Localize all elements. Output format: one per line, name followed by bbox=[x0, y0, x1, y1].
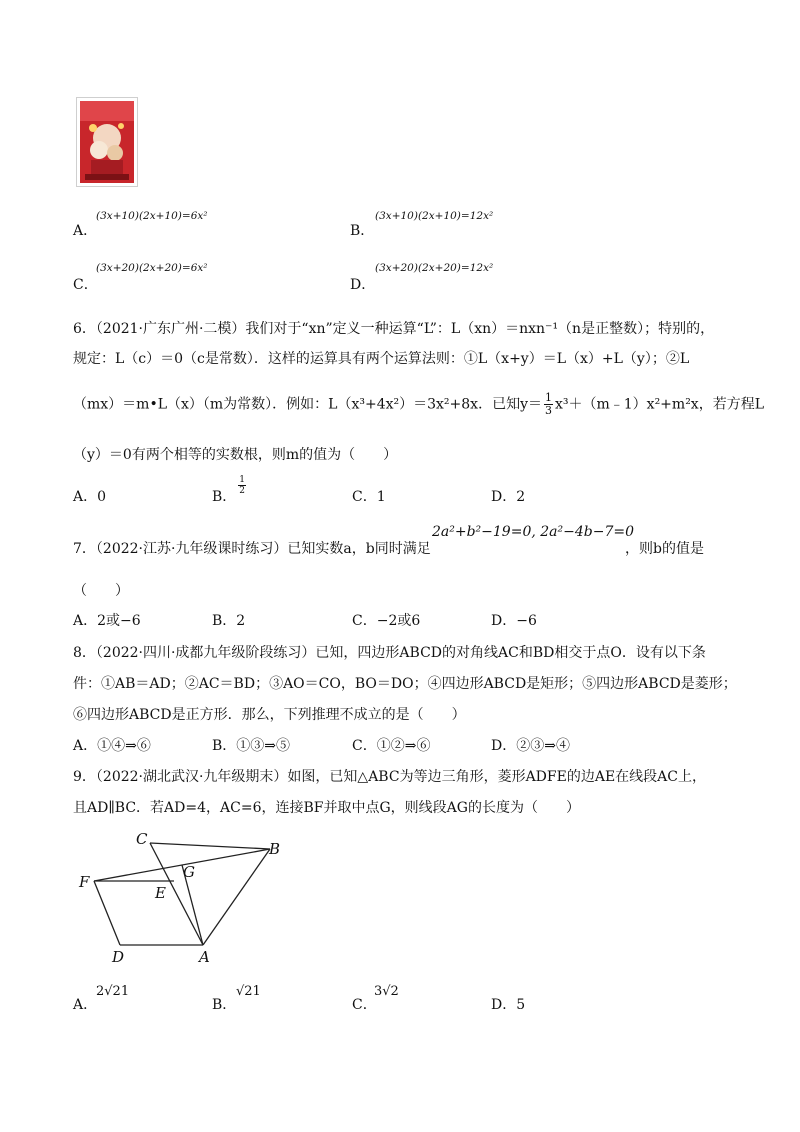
q9-line-1: 9．（2022·湖北武汉·九年级期末）如图，已知△ABC为等边三角形，菱形ADFE的边AE在线段AC上， bbox=[73, 769, 706, 785]
geometry-figure bbox=[70, 825, 300, 965]
q9-option-b[interactable] bbox=[212, 994, 236, 1014]
q6-line-3 bbox=[73, 392, 764, 417]
q8-option-d[interactable]: D．②③⇒④ bbox=[491, 738, 570, 754]
q8-line-1: 8．（2022·四川·成都九年级阶段练习）已知，四边形ABCD的对角线AC和BD相交于点O．设有以下条 bbox=[73, 645, 706, 661]
label-D: D bbox=[112, 948, 125, 965]
q6-fraction-den: 3 bbox=[544, 404, 552, 417]
label-G: G bbox=[183, 863, 195, 881]
label-A: A bbox=[199, 948, 210, 965]
q9-option-c-value: 3√2 bbox=[374, 984, 399, 999]
segment-BA bbox=[203, 849, 270, 945]
segment-CB bbox=[150, 843, 270, 849]
label-C: C bbox=[136, 830, 148, 848]
q6-option-b-letter: B． bbox=[212, 489, 237, 505]
q5-option-a-expr: (3x+10)(2x+10)=6x² bbox=[96, 210, 208, 222]
label-E: E bbox=[155, 884, 166, 902]
q9-option-c[interactable] bbox=[352, 994, 377, 1014]
q8-option-b[interactable]: B．①③⇒⑤ bbox=[212, 738, 291, 754]
q8-option-a[interactable]: A．①④⇒⑥ bbox=[73, 738, 151, 754]
q6-line-3-end: x³＋（m﹣1）x²+m²x，若方程L bbox=[554, 396, 764, 413]
q6-option-d[interactable]: D．2 bbox=[491, 489, 526, 505]
label-B: B bbox=[269, 840, 281, 858]
q5-option-b[interactable]: B． bbox=[350, 223, 375, 239]
q6-line-4: （y）＝0有两个相等的实数根，则m的值为（ ） bbox=[73, 447, 398, 463]
q6-option-a[interactable]: A．0 bbox=[73, 489, 107, 505]
q5-option-d-expr: (3x+20)(2x+20)=12x² bbox=[375, 262, 494, 274]
q6-line-2: 规定：L（c）＝0（c是常数）．这样的运算具有两个运算法则：①L（x+y）＝L（x）+L（y）；②L bbox=[73, 351, 690, 367]
q6-line-3-start: （mx）＝m•L（x）（m为常数）．例如：L（x³+4x²）＝3x²+8x．已知y＝ bbox=[73, 396, 542, 413]
q6-fraction-num: 1 bbox=[544, 391, 552, 404]
q5-option-c[interactable]: C． bbox=[73, 277, 98, 293]
q9-option-b-value: √21 bbox=[236, 984, 261, 999]
q7-option-c[interactable]: C．−2或6 bbox=[352, 613, 421, 629]
q6-option-b-den: 2 bbox=[239, 485, 246, 496]
q6-option-c[interactable]: C．1 bbox=[352, 489, 386, 505]
q7-line-1-text: 7．（2022·江苏·九年级课时练习）已知实数a，b同时满足 bbox=[73, 541, 431, 557]
q9-option-b-letter: B． bbox=[212, 997, 237, 1013]
q5-option-b-expr: (3x+10)(2x+10)=12x² bbox=[375, 210, 494, 222]
poster-image bbox=[77, 98, 137, 186]
q6-option-b-num: 1 bbox=[239, 474, 246, 485]
q6-option-b-fraction bbox=[238, 475, 246, 496]
label-F: F bbox=[79, 873, 90, 891]
poster-thumbnail bbox=[76, 97, 138, 187]
q5-option-c-expr: (3x+20)(2x+20)=6x² bbox=[96, 262, 208, 274]
q7-option-d[interactable]: D．−6 bbox=[491, 613, 537, 629]
q9-option-d[interactable]: D．5 bbox=[491, 997, 526, 1013]
q9-option-a[interactable] bbox=[73, 994, 97, 1014]
q6-option-b[interactable] bbox=[212, 474, 248, 505]
q9-option-c-letter: C． bbox=[352, 997, 377, 1013]
q7-equation: 2a²+b²−19=0, 2a²−4b−7=0 bbox=[432, 524, 634, 540]
q7-line-1 bbox=[73, 538, 431, 558]
q7-option-a[interactable]: A．2或−6 bbox=[73, 613, 141, 629]
q7-option-b[interactable]: B．2 bbox=[212, 613, 246, 629]
q9-option-a-value: 2√21 bbox=[96, 984, 130, 999]
q5-option-d[interactable]: D． bbox=[350, 277, 376, 293]
q8-line-3: ⑥四边形ABCD是正方形．那么，下列推理不成立的是（ ） bbox=[73, 707, 466, 723]
q8-line-2: 件：①AB＝AD；②AC＝BD；③AO＝CO，BO＝DO；④四边形ABCD是矩形；⑤四边形ABCD是菱形； bbox=[73, 676, 737, 692]
q8-option-c[interactable]: C．①②⇒⑥ bbox=[352, 738, 431, 754]
q9-option-a-letter: A． bbox=[73, 997, 98, 1013]
q6-fraction bbox=[544, 392, 553, 417]
q5-option-a[interactable]: A． bbox=[73, 223, 98, 239]
q9-line-2: 且AD∥BC．若AD=4，AC=6，连接BF并取中点G，则线段AG的长度为（ ） bbox=[73, 800, 580, 816]
q7-line-2: （ ） bbox=[73, 583, 129, 599]
q6-line-1: 6．（2021·广东广州·二模）我们对于“xn”定义一种运算“L”：L（xn）＝nxn⁻¹（n是正整数）；特别的， bbox=[73, 321, 715, 337]
segment-FD bbox=[94, 881, 120, 945]
q7-line-1-end: ，则b的值是 bbox=[625, 541, 704, 557]
